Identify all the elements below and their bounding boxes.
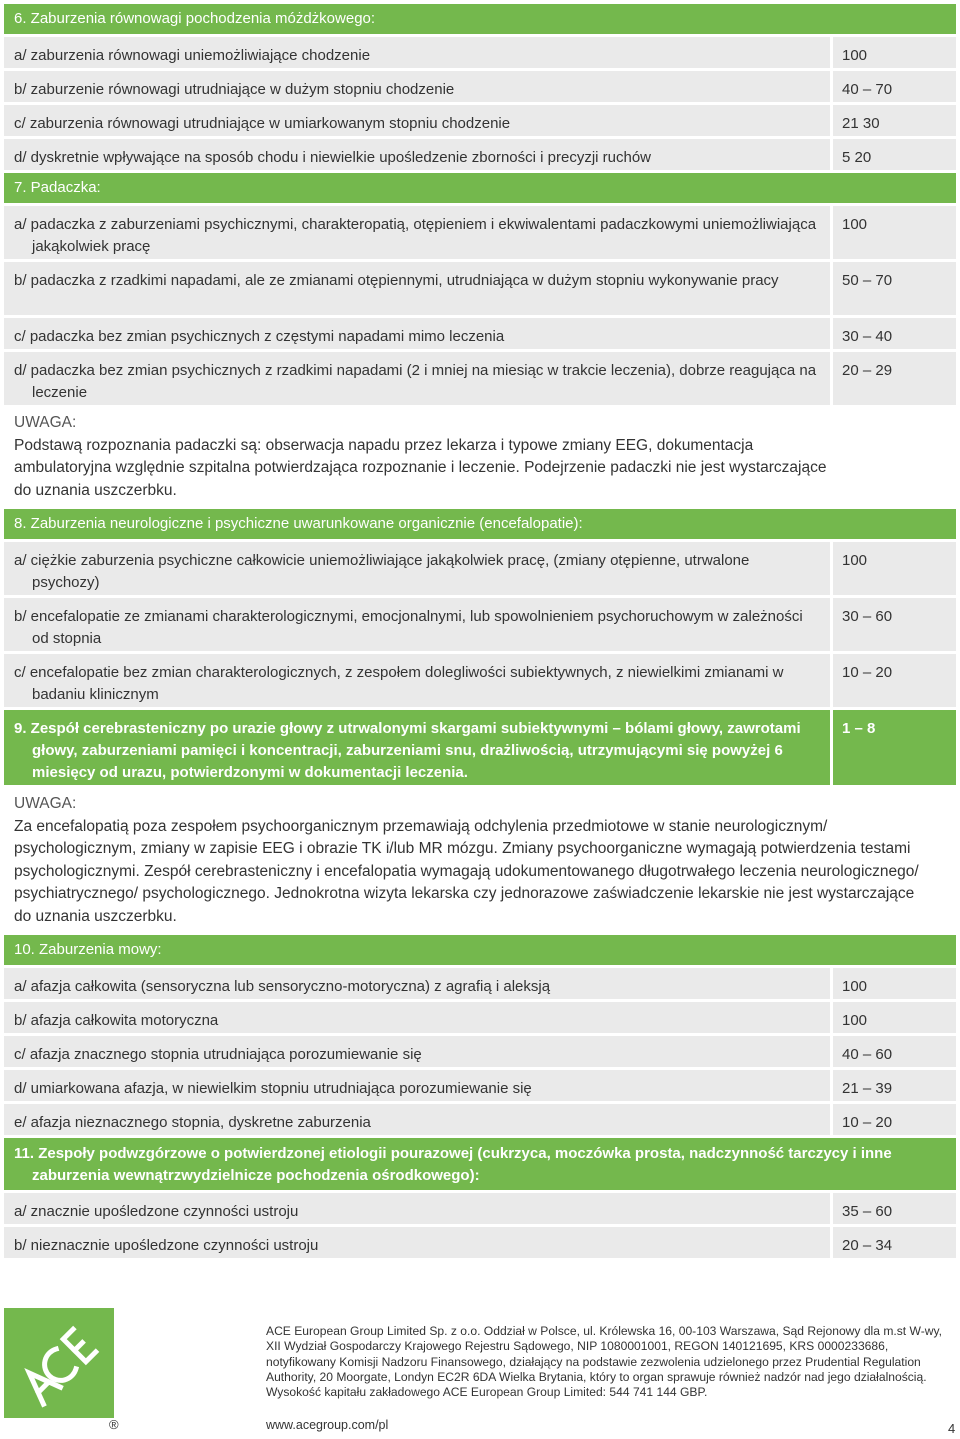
row-description: a/ ciężkie zaburzenia psychiczne całkowicie uniemożliwiające jakąkolwiek pracę, (zmiany otępienne, utrwalone psychozy) (4, 542, 830, 595)
website-link[interactable]: www.acegroup.com/pl (266, 1418, 389, 1432)
table-row (4, 542, 956, 595)
row-value: 10 – 20 (833, 654, 956, 707)
row-value: 35 – 60 (833, 1193, 956, 1224)
section-11-header: 11. Zespoły podwzgórzowe o potwierdzonej etiologii pourazowej (cukrzyca, moczówka prosta, nadczynność tarczycy i inne zaburzenia wewnątrzwydzielnicze pochodzenia ośrodkowego): (4, 1138, 956, 1190)
row-value: 21 30 (833, 105, 956, 136)
row-value: 40 – 60 (833, 1036, 956, 1067)
row-description: a/ afazja całkowita (sensoryczna lub sensoryczno-motoryczna) z agrafią i aleksją (4, 968, 830, 999)
table-row (4, 1002, 956, 1033)
row-value: 20 – 29 (833, 352, 956, 405)
note-heading: UWAGA: (14, 795, 77, 812)
table-row (4, 318, 956, 349)
row-value: 30 – 60 (833, 598, 956, 651)
row-description: a/ zaburzenia równowagi uniemożliwiające chodzenie (4, 37, 830, 68)
section-10-header: 10. Zaburzenia mowy: (4, 935, 956, 965)
table-row (4, 262, 956, 315)
row-description: b/ encefalopatie ze zmianami charakterologicznymi, emocjonalnymi, lub spowolnieniem psychoruchowym w zależności od stopnia (4, 598, 830, 651)
table-row (4, 206, 956, 259)
company-info: ACE European Group Limited Sp. z o.o. Oddział w Polsce, ul. Królewska 16, 00-103 Warszawa, Sąd Rejonowy dla m.st W-wy, XII Wydział Gospodarczy Krajowego Rejestru Sądowego, NIP 1080001001, REGON 140121695, KRS 0000233686, notyfikowany Komisji Nadzoru Finansowego, działający na podstawie zezwolenia udzielonego przez Prudential Regulation Authority, 20 Moorgate, Londyn EC2R 6DA Wielka Brytania, który to organ sprawuje również nadzór nad jego działalnością. Wysokość kapitału zakładowego ACE European Group Limited: 544 741 144 GBP. (266, 1324, 942, 1400)
page-number: 4 (948, 1421, 956, 1436)
section-7-header: 7. Padaczka: (4, 173, 956, 203)
note-padaczka (14, 412, 839, 502)
row-description: a/ znacznie upośledzone czynności ustroju (4, 1193, 830, 1224)
row-description: b/ nieznacznie upośledzone czynności ustroju (4, 1227, 830, 1258)
row-value: 20 – 34 (833, 1227, 956, 1258)
row-value: 5 20 (833, 139, 956, 170)
row-value: 100 (833, 37, 956, 68)
note-heading: UWAGA: (14, 414, 77, 431)
table-row (4, 37, 956, 68)
row-description: d/ padaczka bez zmian psychicznych z rzadkimi napadami (2 i mniej na miesiąc w trakcie leczenia), dobrze reagująca na leczenie (4, 352, 830, 405)
row-value: 1 – 8 (833, 710, 956, 785)
row-value: 50 – 70 (833, 262, 956, 315)
row-value: 21 – 39 (833, 1070, 956, 1101)
row-description: c/ padaczka bez zmian psychicznych z częstymi napadami mimo leczenia (4, 318, 830, 349)
ace-logo-mark (4, 1308, 114, 1418)
section-9-row (4, 710, 956, 785)
registered-mark: ® (109, 1417, 119, 1432)
row-description: d/ dyskretnie wpływające na sposób chodu i niewielkie upośledzenie zborności i precyzji ruchów (4, 139, 830, 170)
row-description: b/ zaburzenie równowagi utrudniające w dużym stopniu chodzenie (4, 71, 830, 102)
table-row (4, 1036, 956, 1067)
note-text: Podstawą rozpoznania padaczki są: obserwacja napadu przez lekarza i typowe zmiany EEG, dokumentacja ambulatoryjna względnie szpitalna potwierdzająca rozpoznanie i leczenie. Podejrzenie padaczki nie jest wystarczające do uznania uszczerbku. (14, 436, 827, 499)
table-row (4, 352, 956, 405)
table-row (4, 71, 956, 102)
row-description: e/ afazja nieznacznego stopnia, dyskretne zaburzenia (4, 1104, 830, 1135)
row-value: 40 – 70 (833, 71, 956, 102)
table-row (4, 139, 956, 170)
note-text: Za encefalopatią poza zespołem psychoorganicznym przemawiają odchylenia przedmiotowe w stanie neurologicznym/ psychologicznym, zmiany w zapisie EEG i obrazie TK i/lub MR mózgu. Zmiany psychoorganiczne wymagają potwierdzenia testami psychologicznymi. Zespół cerebrasteniczny i encefalopatia wymagają udokumentowanego długotrwałego leczenia neurologicznego/ psychiatrycznego/ psychologicznego. Jednokrotna wizyta lekarska czy jednorazowe zaświadczenie lekarskie nie jest wystarczające do uznania uszczerbku. (14, 817, 919, 925)
row-description: a/ padaczka z zaburzeniami psychicznymi, charakteropatią, otępieniem i ekwiwalentami padaczkowymi uniemożliwiająca jakąkolwiek pracę (4, 206, 830, 259)
row-value: 100 (833, 1002, 956, 1033)
table-row (4, 1070, 956, 1101)
row-description: 9. Zespół cerebrasteniczny po urazie głowy z utrwalonymi skargami subiektywnymi – bólami głowy, zawrotami głowy, zaburzeniami pamięci i koncentracji, zaburzeniami snu, drażliwością, utrzymującymi się powyżej 6 miesięcy od urazu, potwierdzonymi w dokumentacji leczenia. (4, 710, 830, 785)
row-description: c/ zaburzenia równowagi utrudniające w umiarkowanym stopniu chodzenie (4, 105, 830, 136)
table-row (4, 1227, 956, 1258)
table-row (4, 654, 956, 707)
row-value: 10 – 20 (833, 1104, 956, 1135)
row-value: 100 (833, 968, 956, 999)
section-6-header: 6. Zaburzenia równowagi pochodzenia móżdżkowego: (4, 4, 956, 34)
row-value: 30 – 40 (833, 318, 956, 349)
row-description: c/ encefalopatie bez zmian charakterologicznych, z zespołem dolegliwości subiektywnych, z niewielkimi zmianami w badaniu klinicznym (4, 654, 830, 707)
row-description: c/ afazja znacznego stopnia utrudniająca porozumiewanie się (4, 1036, 830, 1067)
row-description: b/ afazja całkowita motoryczna (4, 1002, 830, 1033)
table-row (4, 105, 956, 136)
table-row (4, 968, 956, 999)
row-value: 100 (833, 542, 956, 595)
table-row (4, 1193, 956, 1224)
row-description: b/ padaczka z rzadkimi napadami, ale ze zmianami otępiennymi, utrudniająca w dużym stopniu wykonywanie pracy (4, 262, 830, 315)
ace-logo (4, 1308, 114, 1418)
table-row (4, 1104, 956, 1135)
note-encefalopatia (14, 793, 934, 929)
row-value: 100 (833, 206, 956, 259)
row-description: d/ umiarkowana afazja, w niewielkim stopniu utrudniająca porozumiewanie się (4, 1070, 830, 1101)
section-8-header: 8. Zaburzenia neurologiczne i psychiczne uwarunkowane organicznie (encefalopatie): (4, 509, 956, 539)
table-row (4, 598, 956, 651)
